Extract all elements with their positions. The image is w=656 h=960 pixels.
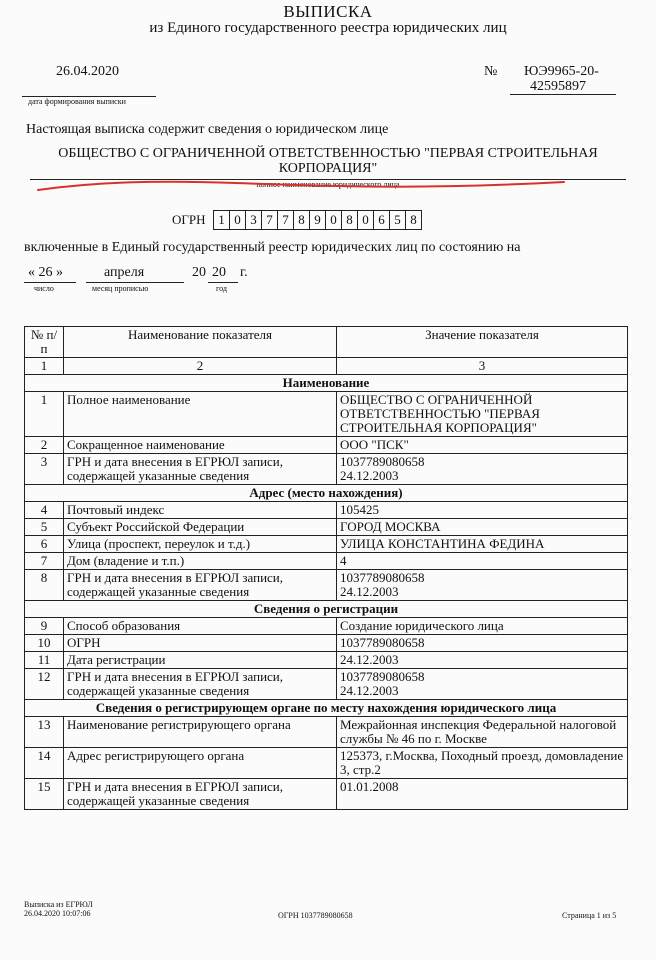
table-row xyxy=(25,748,628,779)
row-number: 6 xyxy=(25,536,64,553)
section-title-row xyxy=(25,601,628,618)
state-year-suffix: г. xyxy=(240,265,248,280)
state-century: 20 xyxy=(192,265,206,280)
legal-entity-full-name: ОБЩЕСТВО С ОГРАНИЧЕННОЙ ОТВЕТСТВЕННОСТЬЮ "ПЕРВАЯ СТРОИТЕЛЬНАЯ КОРПОРАЦИЯ" xyxy=(58,146,598,176)
row-value: 1037789080658 xyxy=(337,635,628,652)
formation-date-caption: дата формирования выписки xyxy=(28,97,126,106)
row-indicator: ГРН и дата внесения в ЕГРЮЛ записи, содержащей указанные сведения xyxy=(64,454,337,485)
ogrn-digit: 6 xyxy=(373,210,390,230)
row-indicator: Полное наименование xyxy=(64,392,337,437)
row-number: 4 xyxy=(25,502,64,519)
table-row xyxy=(25,779,628,810)
row-number: 8 xyxy=(25,570,64,601)
section-title-row xyxy=(25,700,628,717)
footer-ogrn: ОГРН 1037789080658 xyxy=(278,911,353,920)
row-number: 7 xyxy=(25,553,64,570)
ogrn-digit: 1 xyxy=(213,210,230,230)
row-value: 1037789080658 24.12.2003 xyxy=(337,669,628,700)
intro-text: Настоящая выписка содержит сведения о юридическом лице xyxy=(26,122,389,137)
year-underline xyxy=(208,282,238,283)
number-underline xyxy=(510,94,616,95)
extract-number-line1: ЮЭ9965-20- xyxy=(524,64,599,79)
ogrn-digit: 8 xyxy=(405,210,422,230)
row-number: 14 xyxy=(25,748,64,779)
row-number: 5 xyxy=(25,519,64,536)
row-value: 1037789080658 24.12.2003 xyxy=(337,570,628,601)
section-title: Сведения о регистрации xyxy=(25,601,628,618)
section-title: Адрес (место нахождения) xyxy=(25,485,628,502)
row-number: 13 xyxy=(25,717,64,748)
full-name-caption: полное наименование юридического лица xyxy=(256,180,400,189)
table-row xyxy=(25,618,628,635)
table-row xyxy=(25,669,628,700)
table-row xyxy=(25,570,628,601)
row-value: Межрайонная инспекция Федеральной налоговой службы № 46 по г. Москве xyxy=(337,717,628,748)
ogrn-digit: 8 xyxy=(341,210,358,230)
month-caption: месяц прописью xyxy=(92,284,149,293)
ogrn-digit: 5 xyxy=(389,210,406,230)
row-indicator: ГРН и дата внесения в ЕГРЮЛ записи, содержащей указанные сведения xyxy=(64,669,337,700)
row-number: 11 xyxy=(25,652,64,669)
row-indicator: Почтовый индекс xyxy=(64,502,337,519)
footer-left xyxy=(24,900,93,918)
table-header-row xyxy=(25,327,628,358)
row-indicator: Улица (проспект, переулок и т.д.) xyxy=(64,536,337,553)
header-indicator: Наименование показателя xyxy=(64,327,337,358)
included-text: включенные в Единый государственный реестр юридических лиц по состоянию на xyxy=(24,240,521,255)
extract-number-line2: 42595897 xyxy=(530,79,586,94)
ogrn-label: ОГРН xyxy=(172,212,206,227)
row-indicator: Субъект Российской Федерации xyxy=(64,519,337,536)
header-number: № п/п xyxy=(25,327,64,358)
ogrn-digit: 0 xyxy=(325,210,342,230)
day-caption: число xyxy=(34,284,54,293)
table-row xyxy=(25,454,628,485)
row-number: 15 xyxy=(25,779,64,810)
registry-table xyxy=(24,326,628,810)
row-indicator: Наименование регистрирующего органа xyxy=(64,717,337,748)
row-indicator: ГРН и дата внесения в ЕГРЮЛ записи, содержащей указанные сведения xyxy=(64,779,337,810)
section-title-row xyxy=(25,375,628,392)
row-value: ГОРОД МОСКВА xyxy=(337,519,628,536)
row-value: ОБЩЕСТВО С ОГРАНИЧЕННОЙ ОТВЕТСТВЕННОСТЬЮ "ПЕРВАЯ СТРОИТЕЛЬНАЯ КОРПОРАЦИЯ" xyxy=(337,392,628,437)
row-value: 1037789080658 24.12.2003 xyxy=(337,454,628,485)
table-row xyxy=(25,652,628,669)
state-day: « 26 » xyxy=(28,265,63,280)
ogrn-digit: 0 xyxy=(357,210,374,230)
section-title: Наименование xyxy=(25,375,628,392)
row-number: 12 xyxy=(25,669,64,700)
table-row xyxy=(25,392,628,437)
ogrn-digit-boxes xyxy=(214,210,422,230)
row-value: 4 xyxy=(337,553,628,570)
col-number-1: 1 xyxy=(25,358,64,375)
document-title: ВЫПИСКА xyxy=(283,2,373,21)
row-value: 24.12.2003 xyxy=(337,652,628,669)
ogrn-digit: 7 xyxy=(261,210,278,230)
row-indicator: ГРН и дата внесения в ЕГРЮЛ записи, содержащей указанные сведения xyxy=(64,570,337,601)
table-row xyxy=(25,553,628,570)
ogrn-digit: 3 xyxy=(245,210,262,230)
ogrn-digit: 9 xyxy=(309,210,326,230)
table-row xyxy=(25,536,628,553)
day-underline xyxy=(24,282,76,283)
row-indicator: Дата регистрации xyxy=(64,652,337,669)
header-value: Значение показателя xyxy=(337,327,628,358)
red-annotation-line xyxy=(36,178,566,198)
row-value: 125373, г.Москва, Походный проезд, домовладение 3, стр.2 xyxy=(337,748,628,779)
month-underline xyxy=(86,282,184,283)
row-value: УЛИЦА КОНСТАНТИНА ФЕДИНА xyxy=(337,536,628,553)
state-month: апреля xyxy=(104,265,145,280)
ogrn-digit: 0 xyxy=(229,210,246,230)
table-row xyxy=(25,519,628,536)
footer-page-number: Страница 1 из 5 xyxy=(562,911,617,920)
row-indicator: Адрес регистрирующего органа xyxy=(64,748,337,779)
row-number: 10 xyxy=(25,635,64,652)
footer-timestamp: 26.04.2020 10:07:06 xyxy=(24,909,91,918)
section-title-row xyxy=(25,485,628,502)
row-indicator: Дом (владение и т.п.) xyxy=(64,553,337,570)
table-row xyxy=(25,635,628,652)
state-year: 20 xyxy=(212,265,226,280)
table-row xyxy=(25,502,628,519)
table-column-number-row xyxy=(25,358,628,375)
year-caption: год xyxy=(216,284,227,293)
table-row xyxy=(25,717,628,748)
footer-extract-label: Выписка из ЕГРЮЛ xyxy=(24,900,93,909)
row-value: 105425 xyxy=(337,502,628,519)
col-number-3: 3 xyxy=(337,358,628,375)
row-number: 1 xyxy=(25,392,64,437)
row-number: 2 xyxy=(25,437,64,454)
col-number-2: 2 xyxy=(64,358,337,375)
row-value: ООО "ПСК" xyxy=(337,437,628,454)
document-subtitle: из Единого государственного реестра юридических лиц xyxy=(149,20,507,36)
section-title: Сведения о регистрирующем органе по месту нахождения юридического лица xyxy=(25,700,628,717)
number-sign: № xyxy=(484,64,498,79)
row-value: 01.01.2008 xyxy=(337,779,628,810)
ogrn-digit: 7 xyxy=(277,210,294,230)
ogrn-digit: 8 xyxy=(293,210,310,230)
formation-date: 26.04.2020 xyxy=(56,64,119,79)
row-number: 9 xyxy=(25,618,64,635)
row-indicator: Способ образования xyxy=(64,618,337,635)
table-row xyxy=(25,437,628,454)
row-indicator: Сокращенное наименование xyxy=(64,437,337,454)
row-indicator: ОГРН xyxy=(64,635,337,652)
row-number: 3 xyxy=(25,454,64,485)
row-value: Создание юридического лица xyxy=(337,618,628,635)
